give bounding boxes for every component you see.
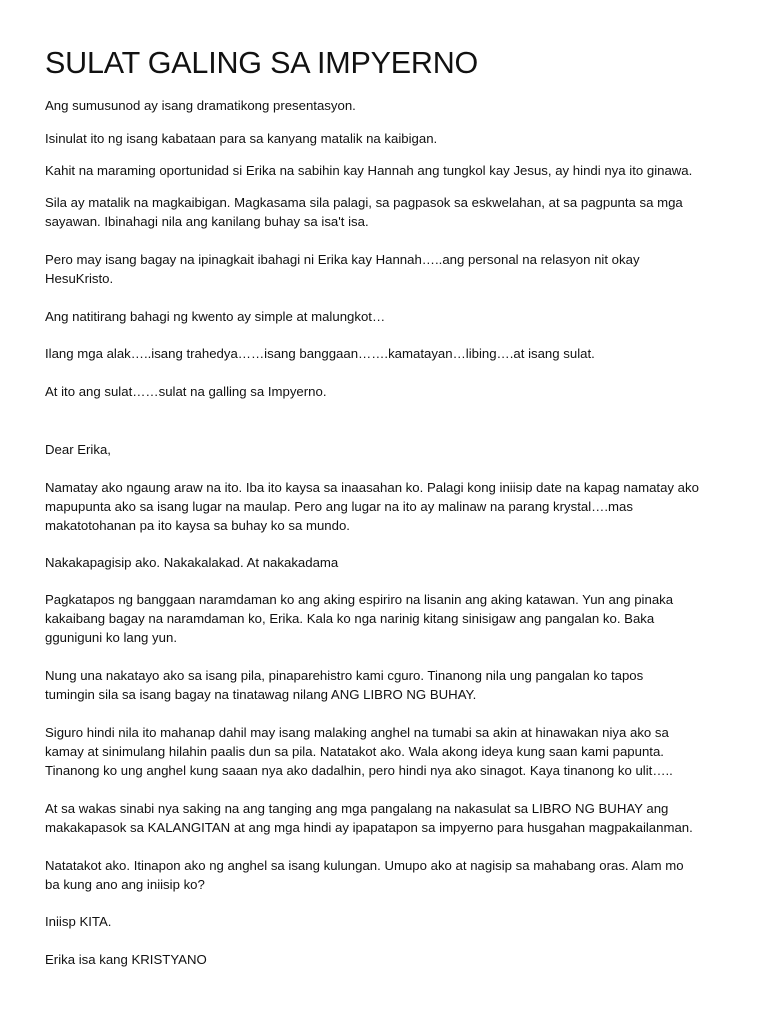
- letter-salutation: Dear Erika,: [45, 442, 111, 457]
- paragraph-written-by: Isinulat ito ng isang kabataan para sa kanyang matalik na kaibigan.: [45, 131, 438, 146]
- paragraph-intro: Ang sumusunod ay isang dramatikong presentasyon.: [45, 98, 356, 113]
- paragraph-opportunity: Kahit na maraming oportunidad si Erika na sabihin kay Hannah ang tungkol kay Jesus, ay hindi nya ito ginawa.: [45, 163, 693, 178]
- paragraph-letter-intro: At ito ang sulat……sulat na galling sa Impyerno.: [45, 384, 327, 399]
- letter-paragraph-thinking: Iniisp KITA.: [45, 914, 112, 929]
- paragraph-best-friends: Sila ay matalik na magkaibigan. Magkasama sila palagi, sa pagpasok sa eskwelahan, at sa pagpunta sa mga sayawan. Ibinahagi nila ang kanilang buhay sa isa't isa.: [45, 195, 683, 229]
- letter-paragraph-angel: Siguro hindi nila ito mahanap dahil may isang malaking anghel na tumabi sa akin at hinawakan niya ako sa kamay at sinimulang hilahin paalis dun sa pila. Natatakot ako. Wala akong ideya kung saan kami papunta. Tinanong ko ung anghel kung saaan nya ako dadalhin, pero hindi nya ako sinagot. Kaya tinanong ko ulit…..: [45, 725, 673, 778]
- paragraph-withheld: Pero may isang bagay na ipinagkait ibahagi ni Erika kay Hannah…..ang personal na relasyon nit okay HesuKristo.: [45, 252, 640, 286]
- letter-paragraph-christian: Erika isa kang KRISTYANO: [45, 952, 207, 967]
- paragraph-rest-of-story: Ang natitirang bahagi ng kwento ay simple at malungkot…: [45, 309, 386, 324]
- letter-paragraph-crash: Pagkatapos ng banggaan naramdaman ko ang aking espiriro na lisanin ang aking katawan. Yun ang pinaka kakaibang bagay na naramdaman ko, Erika. Kala ko nga narinig kitang sinisigaw ang pangalan ko. Baka gguniguni ko lang yun.: [45, 592, 674, 645]
- letter-paragraph-line: Nung una nakatayo ako sa isang pila, pinaparehistro kami cguro. Tinanong nila ung pangalan ko tapos tumingin sila sa isang bagay na tinatawag nilang ANG LIBRO NG BUHAY.: [45, 668, 644, 702]
- letter-paragraph-prison: Natatakot ako. Itinapon ako ng anghel sa isang kulungan. Umupo ako at nagisip sa mahabang oras. Alam mo ba kung ano ang iniisip ko?: [45, 858, 684, 892]
- letter-paragraph-think: Nakakapagisip ako. Nakakalakad. At nakakadama: [45, 555, 339, 570]
- letter-paragraph-book: At sa wakas sinabi nya saking na ang tanging ang mga pangalang na nakasulat sa LIBRO NG BUHAY ang makakapasok sa KALANGITAN at ang mga hindi ay ipapatapon sa impyerno para husgahan magpakailanman.: [45, 801, 693, 835]
- letter-paragraph-died: Namatay ako ngaung araw na ito. Iba ito kaysa sa inaasahan ko. Palagi kong iniisip date na kapag namatay ako mapupunta ako sa isang lugar na maulap. Pero ang lugar na ito ay malinaw na parang krystal….mas makatotohanan pa ito kaysa sa buhay ko sa mundo.: [45, 480, 699, 533]
- paragraph-events: Ilang mga alak…..isang trahedya……isang banggaan…….kamatayan…libing….at isang sulat.: [45, 346, 595, 361]
- page-title: SULAT GALING SA IMPYERNO: [45, 46, 479, 80]
